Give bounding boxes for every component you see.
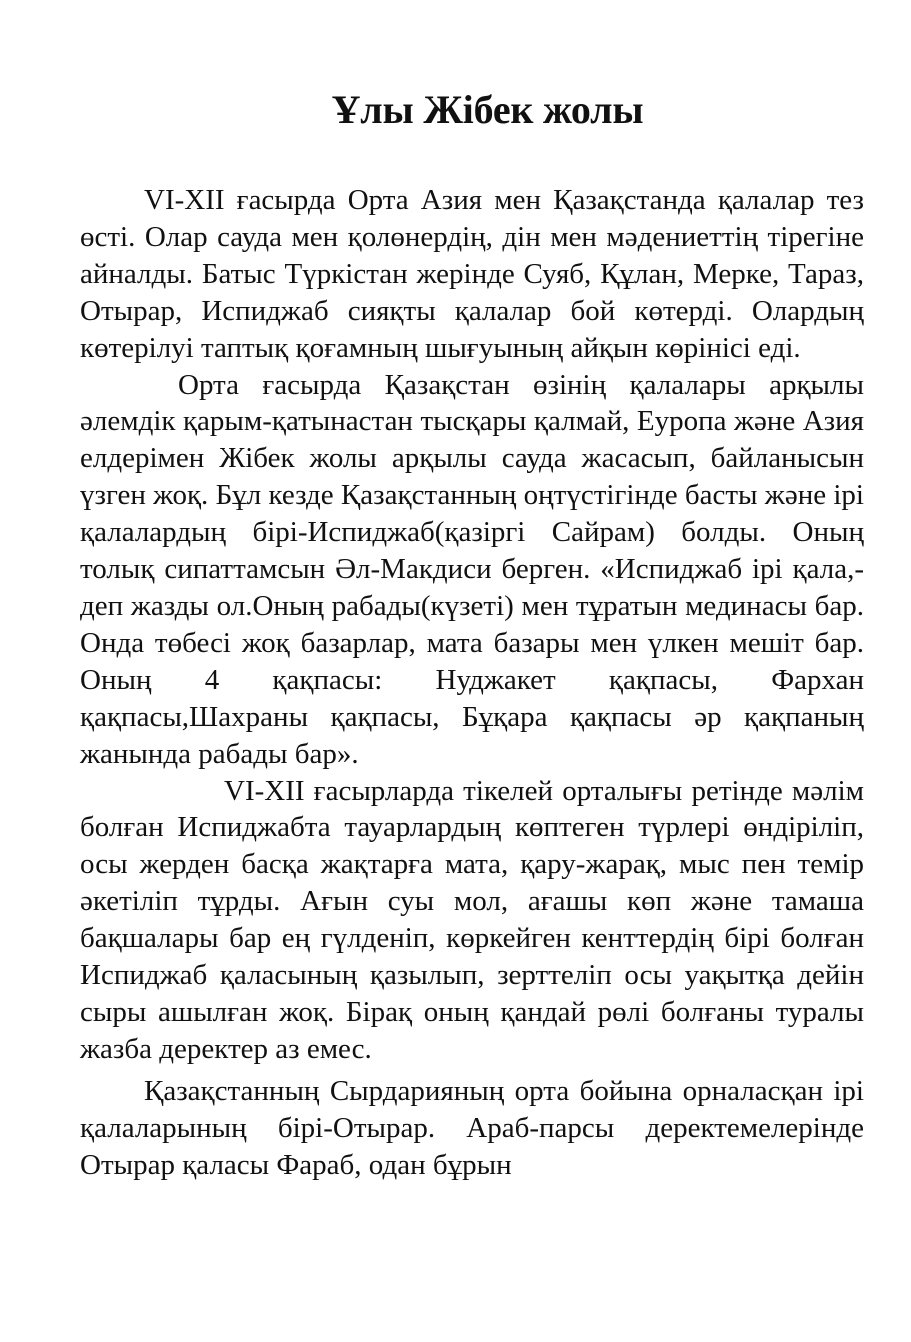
paragraph-4: Қазақстанның Сырдарияның орта бойына орналасқан ірі қалаларының бірі-Отырар. Араб-парсы деректемелерінде Отырар қаласы Фараб, одан бұрын [80, 1074, 864, 1181]
page-title: Ұлы Жібек жолы [331, 87, 644, 132]
paragraph-3: VI-XII ғасырларда тікелей орталығы ретінде мәлім болған Испиджабта тауарлардың көптеген түрлері өндіріліп, осы жерден басқа жақтарға мата, қару-жарақ, мыс пен темір әкетіліп тұрды. Ағын суы мол, ағашы көп және тамаша бақшалары бар ең гүлденіп, көркейген кенттердің бірі болған Испиджаб қаласының қазылып, зерттеліп осы уақытқа дейін сыры ашылған жоқ. Бірақ оның қандай рөлі болғаны туралы жазба деректер аз емес. [80, 774, 864, 1065]
paragraph-2: Орта ғасырда Қазақстан өзінің қалалары арқылы әлемдік қарым-қатынастан тысқары қалмай, Еуропа және Азия елдерімен Жібек жолы арқылы сауда жасасып, байланысын үзген жоқ. Бұл кезде Қазақстанның оңтүстігінде басты және ірі қалалардың бірі-Испиджаб(қазіргі Сайрам) болды. Оның толық сипаттамсын Әл-Макдиси берген. «Испиджаб ірі қала,-деп жазды ол.Оның рабады(күзеті) мен тұратын мединасы бар. Онда төбесі жоқ базарлар, мата базары мен үлкен мешіт бар. Оның 4 қақпасы: Нуджакет қақпасы, Фархан қақпасы,Шахраны қақпасы, Бұқара қақпасы әр қақпаның жанында рабады бар». [80, 368, 864, 770]
body-text [80, 182, 864, 1183]
paragraph-1: VI-XII ғасырда Орта Азия мен Қазақстанда қалалар тез өсті. Олар сауда мен қолөнердің, дін мен мәдениеттің тірегіне айналды. Батыс Түркістан жерінде Суяб, Құлан, Мерке, Тараз, Отырар, Испиджаб сияқты қалалар бой көтерді. Олардың көтерілуі таптық қоғамның шығуының айқын көрінісі еді. [80, 184, 864, 364]
